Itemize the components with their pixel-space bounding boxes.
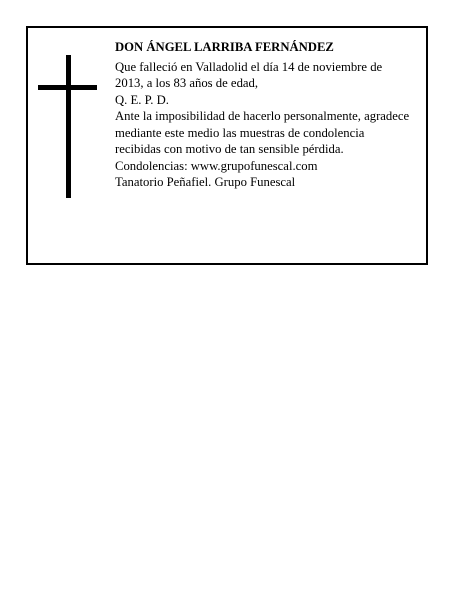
deceased-name: DON ÁNGEL LARRIBA FERNÁNDEZ: [115, 40, 334, 54]
thanks-message: Ante la imposibilidad de hacerlo personalmente, agradece mediante este medio las muestras de condolencia recibidas con motivo de tan sensible pérdida.: [115, 109, 410, 156]
death-details: Que falleció en Valladolid el día 14 de noviembre de 2013, a los 83 años de edad,: [115, 59, 383, 90]
obituary-text: [115, 39, 411, 191]
qepd-line: Q. E. P. D.: [115, 92, 169, 107]
condolences-line: Condolencias: www.grupofunescal.com: [115, 158, 318, 173]
funeral-home-line: Tanatorio Peñafiel. Grupo Funescal: [115, 175, 296, 189]
cross-vertical-bar: [66, 55, 71, 198]
cross-horizontal-bar: [38, 85, 97, 90]
obituary-notice: [26, 26, 428, 265]
